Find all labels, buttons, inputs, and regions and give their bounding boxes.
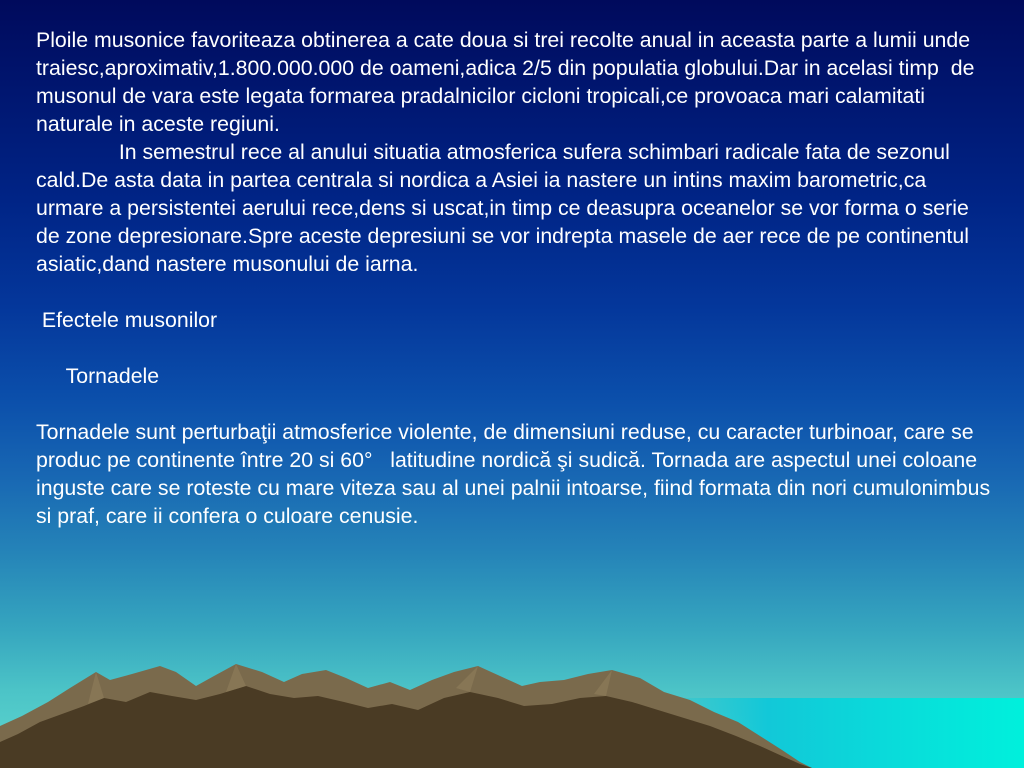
spacer xyxy=(36,278,996,306)
paragraph-monsoon-winter: In semestrul rece al anului situatia atmosferica sufera schimbari radicale fata de sezonul cald.De asta data in partea centrala si nordica a Asiei ia nastere un intins maxim barometric,ca urmare a persistentei aerului rece,dens si uscat,in timp ce deasupra oceanelor se vor forma o serie de zone depresionare.Spre aceste depresiuni se vor indrepta masele de aer rece de pe continentul asiatic,dand nastere musonului de iarna. xyxy=(36,140,975,276)
heading-effects: Efectele musonilor xyxy=(36,308,218,332)
paragraph-monsoon-summer: Ploile musonice favoriteaza obtinerea a cate doua si trei recolte anual in aceasta parte a lumii unde traiesc,aproximativ,1.800.000.000 de oameni,adica 2/5 din populatia globului.Dar in acelasi timp de musonul de vara este legata formarea pradalnicilor cicloni tropicali,ce provoaca mari calamitati naturale in aceste regiuni. xyxy=(36,28,981,136)
spacer xyxy=(36,334,996,362)
mountains-decoration xyxy=(0,658,1024,768)
spacer xyxy=(36,390,996,418)
paragraph-tornadoes: Tornadele sunt perturbaţii atmosferice violente, de dimensiuni reduse, cu caracter turbinoar, care se produc pe continente între 20 si 60° latitudine nordică şi sudică. Tornada are aspectul unei coloane inguste care se roteste cu mare viteza sau al unei palnii intoarse, fiind formata din nori cumulonimbus si praf, care ii confera o culoare cenusie. xyxy=(36,420,997,528)
slide-body xyxy=(36,26,996,530)
heading-tornadoes: Tornadele xyxy=(36,364,160,388)
